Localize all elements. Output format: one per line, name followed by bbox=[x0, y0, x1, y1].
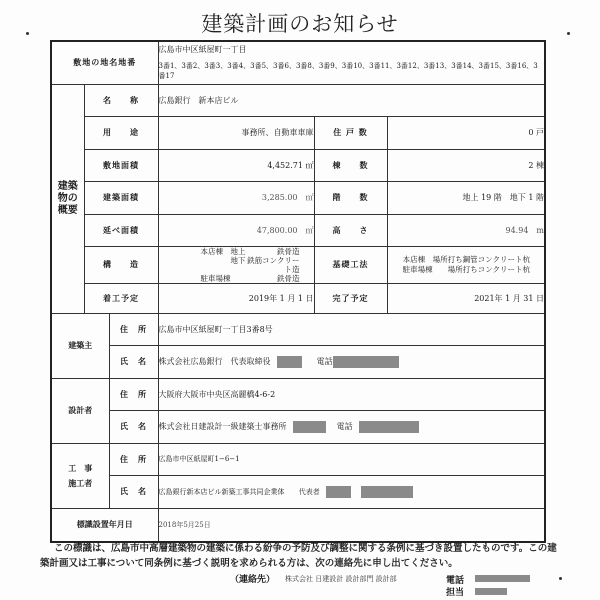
designer-name-text: 株式会社日建設計一級建築士事務所 bbox=[158, 421, 287, 431]
height-label: 高 さ bbox=[314, 214, 387, 246]
redacted-box bbox=[475, 588, 507, 595]
contractor-rep-label: 代表者 bbox=[298, 487, 320, 496]
name-label: 名 称 bbox=[84, 84, 158, 116]
schedule-row bbox=[51, 283, 545, 313]
start-label: 着工予定 bbox=[84, 283, 158, 313]
structure-right-2: 鉄筋コンクリート造 bbox=[247, 255, 300, 274]
contractor-name-row bbox=[51, 475, 545, 508]
designer-label: 設計者 bbox=[51, 378, 109, 443]
structure-left-3: 駐車場棟 bbox=[200, 273, 231, 283]
structure-row bbox=[51, 246, 545, 283]
overview-group-label: 建築 物の 概要 bbox=[51, 84, 84, 313]
redacted-box bbox=[361, 486, 413, 498]
sign-date-label: 標識設置年月日 bbox=[51, 508, 158, 542]
owner-address-label: 住 所 bbox=[109, 313, 158, 345]
designer-tel-label: 電話 bbox=[336, 421, 353, 431]
redacted-box bbox=[359, 421, 419, 433]
contractor-address-row bbox=[51, 443, 545, 475]
designer-address-row bbox=[51, 378, 545, 410]
redacted-box bbox=[277, 356, 302, 368]
structure-left-2: 地下 bbox=[200, 255, 246, 265]
redacted-box bbox=[293, 421, 326, 433]
foundation-label: 基礎工法 bbox=[314, 246, 387, 283]
foundation-line-1: 本店棟 場所打ち鋼管コンクリート杭 bbox=[402, 254, 530, 264]
floors-label: 階 数 bbox=[314, 181, 387, 214]
site-area-label: 敷地面積 bbox=[84, 149, 158, 181]
units-value: 0 戸 bbox=[387, 116, 545, 149]
structure-label: 構 造 bbox=[84, 246, 158, 283]
buildings-value: 2 棟 bbox=[387, 149, 545, 181]
contractor-name-label: 氏 名 bbox=[109, 475, 158, 508]
designer-name-label: 氏 名 bbox=[109, 410, 158, 443]
site-area-value: 4,452.71 ㎡ bbox=[158, 149, 314, 181]
name-row bbox=[51, 84, 545, 116]
use-label: 用 途 bbox=[84, 116, 158, 149]
foundation-value bbox=[387, 246, 545, 283]
use-value: 事務所、自動車車庫 bbox=[158, 116, 314, 149]
buildings-label: 棟 数 bbox=[314, 149, 387, 181]
building-area-value: 3,285.00 ㎡ bbox=[158, 181, 314, 214]
structure-right-3: 鉄骨造 bbox=[277, 273, 300, 283]
screw-dot bbox=[559, 577, 562, 580]
site-line1: 広島市中区紙屋町一丁目 bbox=[158, 45, 247, 55]
structure-right-1: 鉄骨造 bbox=[277, 246, 300, 256]
screw-dot bbox=[26, 32, 29, 35]
site-line2: 3番1、3番2、3番3、3番4、3番5、3番6、3番8、3番9、3番10、3番11、3番12、3番13、3番14、3番15、3番16、3番17 bbox=[158, 62, 538, 81]
contact-person-label: 担当 bbox=[446, 588, 465, 598]
structure-value bbox=[158, 246, 314, 283]
redacted-box bbox=[333, 356, 399, 368]
completion-value: 2021年 1 月 31 日 bbox=[387, 283, 545, 313]
contractor-name-text: 広島銀行新本店ビル新築工事共同企業体 bbox=[158, 487, 285, 496]
sign-date-value: 2018年5月25日 bbox=[158, 508, 545, 542]
owner-address-row bbox=[51, 313, 545, 345]
structure-left-1: 本店棟 地上 bbox=[200, 246, 246, 256]
building-area-label: 建築面積 bbox=[84, 181, 158, 214]
owner-tel-label: 電話 bbox=[316, 356, 333, 366]
redacted-box bbox=[326, 486, 351, 498]
foundation-line-2: 駐車場棟 場所打ちコンクリート杭 bbox=[402, 264, 530, 274]
sign-date-row bbox=[51, 508, 545, 542]
contact-tel-label: 電話 bbox=[446, 576, 465, 586]
total-floor-area-row bbox=[51, 214, 545, 246]
total-floor-area-label: 延べ面積 bbox=[84, 214, 158, 246]
units-label: 住 戸 数 bbox=[314, 116, 387, 149]
designer-address-label: 住 所 bbox=[109, 378, 158, 410]
name-value: 広島銀行 新本店ビル bbox=[158, 84, 545, 116]
screw-dot bbox=[567, 32, 570, 35]
contact-company: 株式会社 日建設計 設計部門 設計部 bbox=[285, 575, 397, 583]
contractor-address-value: 広島市中区紙屋町1−6−1 bbox=[158, 443, 545, 475]
designer-name-row bbox=[51, 410, 545, 443]
owner-name-label: 氏 名 bbox=[109, 345, 158, 378]
redacted-box bbox=[475, 575, 530, 582]
building-plan-table bbox=[50, 40, 546, 543]
owner-name-value bbox=[158, 345, 545, 378]
sign-title: 建築計画のお知らせ bbox=[201, 12, 399, 36]
owner-name-row bbox=[51, 345, 545, 378]
start-value: 2019年 1 月 1 日 bbox=[158, 283, 314, 313]
completion-label: 完了予定 bbox=[314, 283, 387, 313]
floors-value: 地上 19 階 地下 1 階 bbox=[387, 181, 545, 214]
designer-address-value: 大阪府大阪市中央区高麗橋4-6-2 bbox=[158, 378, 545, 410]
notice-text: この標識は、広島市中高層建築物の建築に係わる紛争の予防及び調整に関する条例に基づき設置したものです。この建築計画又は工事について同条例に基づく説明を求められる方は、次の連絡先に申し出てください。 bbox=[40, 543, 557, 569]
total-floor-area-value: 47,800.00 ㎡ bbox=[158, 214, 314, 246]
use-row bbox=[51, 116, 545, 149]
height-value: 94.94 m bbox=[387, 214, 545, 246]
contractor-label: 工 事 施工者 bbox=[51, 443, 109, 508]
site-area-row bbox=[51, 149, 545, 181]
owner-label: 建築主 bbox=[51, 313, 109, 378]
owner-name-text: 株式会社広島銀行 代表取締役 bbox=[158, 356, 271, 366]
contractor-address-label: 住 所 bbox=[109, 443, 158, 475]
site-row bbox=[51, 41, 545, 84]
site-label: 敷地の地名地番 bbox=[51, 41, 158, 84]
designer-name-value bbox=[158, 410, 545, 443]
site-value bbox=[158, 41, 545, 84]
contact-label: （連絡先） bbox=[230, 575, 276, 585]
owner-address-value: 広島市中区紙屋町一丁目3番8号 bbox=[158, 313, 545, 345]
building-area-row bbox=[51, 181, 545, 214]
contractor-name-value bbox=[158, 475, 545, 508]
